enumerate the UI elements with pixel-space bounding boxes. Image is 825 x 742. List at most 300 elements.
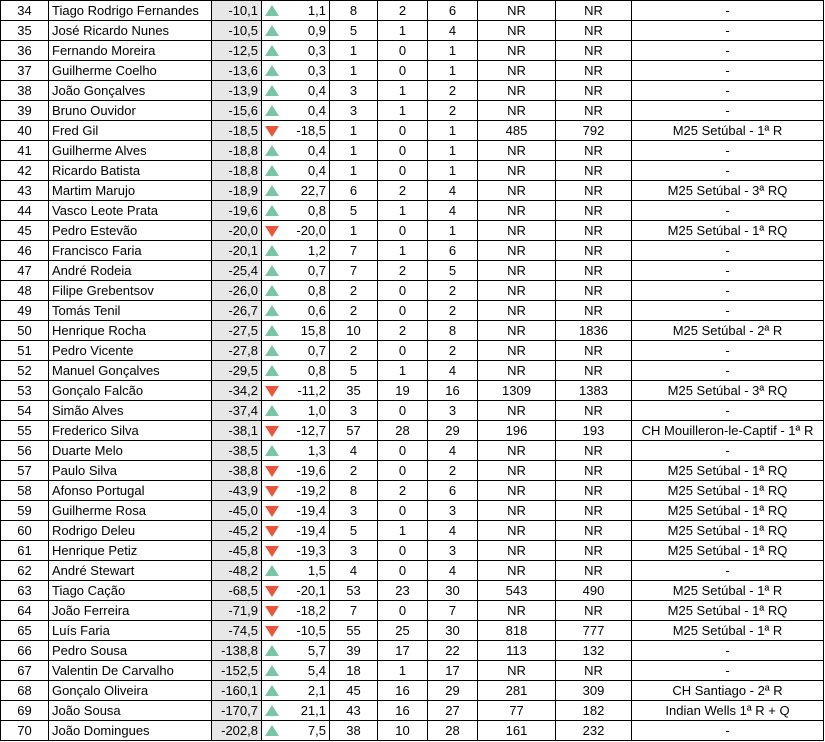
matches-cell[interactable]: 35 <box>330 381 378 401</box>
rank-cell[interactable]: 49 <box>1 301 49 321</box>
score-cell[interactable]: -152,5 <box>212 661 262 681</box>
wins-cell[interactable]: 16 <box>378 681 428 701</box>
wins-cell[interactable]: 2 <box>378 321 428 341</box>
rank-cell[interactable]: 61 <box>1 541 49 561</box>
score-cell[interactable]: -170,7 <box>212 701 262 721</box>
losses-cell[interactable]: 16 <box>428 381 478 401</box>
matches-cell[interactable]: 18 <box>330 661 378 681</box>
player-name-cell[interactable]: Bruno Ouvidor <box>49 101 212 121</box>
ranking-after-cell[interactable]: 309 <box>556 681 632 701</box>
player-name-cell[interactable]: Fernando Moreira <box>49 41 212 61</box>
player-name-cell[interactable]: Frederico Silva <box>49 421 212 441</box>
matches-cell[interactable]: 53 <box>330 581 378 601</box>
ranking-before-cell[interactable]: NR <box>478 541 556 561</box>
tournament-note-cell[interactable]: M25 Setúbal - 1ª R <box>632 581 824 601</box>
tournament-note-cell[interactable]: - <box>632 141 824 161</box>
player-name-cell[interactable]: Martim Marujo <box>49 181 212 201</box>
ranking-after-cell[interactable]: NR <box>556 401 632 421</box>
tournament-note-cell[interactable]: Indian Wells 1ª R + Q <box>632 701 824 721</box>
score-cell[interactable]: -138,8 <box>212 641 262 661</box>
score-cell[interactable]: -15,6 <box>212 101 262 121</box>
score-cell[interactable]: -26,7 <box>212 301 262 321</box>
score-cell[interactable]: -74,5 <box>212 621 262 641</box>
ranking-before-cell[interactable]: NR <box>478 161 556 181</box>
matches-cell[interactable]: 1 <box>330 161 378 181</box>
wins-cell[interactable]: 1 <box>378 241 428 261</box>
player-name-cell[interactable]: Francisco Faria <box>49 241 212 261</box>
rank-cell[interactable]: 57 <box>1 461 49 481</box>
ranking-before-cell[interactable]: NR <box>478 321 556 341</box>
tournament-note-cell[interactable]: - <box>632 641 824 661</box>
wins-cell[interactable]: 1 <box>378 21 428 41</box>
losses-cell[interactable]: 2 <box>428 81 478 101</box>
variation-cell[interactable] <box>262 701 330 721</box>
rank-cell[interactable]: 54 <box>1 401 49 421</box>
player-name-cell[interactable]: João Ferreira <box>49 601 212 621</box>
tournament-note-cell[interactable]: - <box>632 341 824 361</box>
ranking-before-cell[interactable]: 281 <box>478 681 556 701</box>
player-name-cell[interactable]: Pedro Sousa <box>49 641 212 661</box>
ranking-before-cell[interactable]: NR <box>478 141 556 161</box>
rank-cell[interactable]: 53 <box>1 381 49 401</box>
rank-cell[interactable]: 65 <box>1 621 49 641</box>
variation-cell[interactable] <box>262 681 330 701</box>
ranking-after-cell[interactable]: 792 <box>556 121 632 141</box>
tournament-note-cell[interactable]: - <box>632 401 824 421</box>
score-cell[interactable]: -18,5 <box>212 121 262 141</box>
score-cell[interactable]: -37,4 <box>212 401 262 421</box>
matches-cell[interactable]: 2 <box>330 281 378 301</box>
score-cell[interactable]: -68,5 <box>212 581 262 601</box>
ranking-before-cell[interactable]: NR <box>478 301 556 321</box>
rank-cell[interactable]: 67 <box>1 661 49 681</box>
rank-cell[interactable]: 42 <box>1 161 49 181</box>
tournament-note-cell[interactable]: CH Santiago - 2ª R <box>632 681 824 701</box>
tournament-note-cell[interactable]: CH Mouilleron-le-Captif - 1ª R <box>632 421 824 441</box>
losses-cell[interactable]: 4 <box>428 181 478 201</box>
tournament-note-cell[interactable]: - <box>632 21 824 41</box>
variation-cell[interactable] <box>262 241 330 261</box>
ranking-before-cell[interactable]: NR <box>478 21 556 41</box>
matches-cell[interactable]: 1 <box>330 61 378 81</box>
wins-cell[interactable]: 23 <box>378 581 428 601</box>
score-cell[interactable]: -18,8 <box>212 161 262 181</box>
wins-cell[interactable]: 17 <box>378 641 428 661</box>
matches-cell[interactable]: 7 <box>330 601 378 621</box>
losses-cell[interactable]: 4 <box>428 561 478 581</box>
ranking-before-cell[interactable]: NR <box>478 661 556 681</box>
matches-cell[interactable]: 55 <box>330 621 378 641</box>
player-name-cell[interactable]: André Stewart <box>49 561 212 581</box>
rank-cell[interactable]: 59 <box>1 501 49 521</box>
rank-cell[interactable]: 52 <box>1 361 49 381</box>
ranking-before-cell[interactable]: NR <box>478 41 556 61</box>
player-name-cell[interactable]: Gonçalo Oliveira <box>49 681 212 701</box>
ranking-after-cell[interactable]: NR <box>556 161 632 181</box>
variation-cell[interactable] <box>262 121 330 141</box>
ranking-before-cell[interactable]: NR <box>478 501 556 521</box>
wins-cell[interactable]: 0 <box>378 541 428 561</box>
ranking-after-cell[interactable]: NR <box>556 341 632 361</box>
ranking-before-cell[interactable]: NR <box>478 261 556 281</box>
wins-cell[interactable]: 0 <box>378 61 428 81</box>
ranking-after-cell[interactable]: NR <box>556 601 632 621</box>
losses-cell[interactable]: 8 <box>428 321 478 341</box>
ranking-after-cell[interactable]: NR <box>556 361 632 381</box>
player-name-cell[interactable]: Ricardo Batista <box>49 161 212 181</box>
variation-cell[interactable] <box>262 1 330 21</box>
matches-cell[interactable]: 38 <box>330 721 378 741</box>
score-cell[interactable]: -45,0 <box>212 501 262 521</box>
score-cell[interactable]: -10,1 <box>212 1 262 21</box>
tournament-note-cell[interactable]: M25 Setúbal - 1ª RQ <box>632 601 824 621</box>
score-cell[interactable]: -48,2 <box>212 561 262 581</box>
losses-cell[interactable]: 22 <box>428 641 478 661</box>
ranking-before-cell[interactable]: 1309 <box>478 381 556 401</box>
wins-cell[interactable]: 19 <box>378 381 428 401</box>
wins-cell[interactable]: 0 <box>378 501 428 521</box>
rank-cell[interactable]: 55 <box>1 421 49 441</box>
variation-cell[interactable] <box>262 81 330 101</box>
player-name-cell[interactable]: Pedro Estevão <box>49 221 212 241</box>
ranking-before-cell[interactable]: NR <box>478 181 556 201</box>
matches-cell[interactable]: 3 <box>330 501 378 521</box>
tournament-note-cell[interactable]: - <box>632 61 824 81</box>
tournament-note-cell[interactable]: - <box>632 261 824 281</box>
losses-cell[interactable]: 4 <box>428 521 478 541</box>
losses-cell[interactable]: 29 <box>428 681 478 701</box>
ranking-after-cell[interactable]: NR <box>556 261 632 281</box>
variation-cell[interactable] <box>262 61 330 81</box>
wins-cell[interactable]: 1 <box>378 81 428 101</box>
matches-cell[interactable]: 1 <box>330 41 378 61</box>
tournament-note-cell[interactable]: - <box>632 561 824 581</box>
ranking-before-cell[interactable]: NR <box>478 521 556 541</box>
player-name-cell[interactable]: Pedro Vicente <box>49 341 212 361</box>
variation-cell[interactable] <box>262 381 330 401</box>
variation-cell[interactable] <box>262 101 330 121</box>
score-cell[interactable]: -45,8 <box>212 541 262 561</box>
rank-cell[interactable]: 58 <box>1 481 49 501</box>
wins-cell[interactable]: 1 <box>378 661 428 681</box>
ranking-after-cell[interactable]: 1836 <box>556 321 632 341</box>
losses-cell[interactable]: 1 <box>428 61 478 81</box>
losses-cell[interactable]: 2 <box>428 281 478 301</box>
variation-cell[interactable] <box>262 461 330 481</box>
ranking-before-cell[interactable]: 485 <box>478 121 556 141</box>
rank-cell[interactable]: 60 <box>1 521 49 541</box>
player-name-cell[interactable]: Tomás Tenil <box>49 301 212 321</box>
tournament-note-cell[interactable]: M25 Setúbal - 3ª RQ <box>632 381 824 401</box>
matches-cell[interactable]: 8 <box>330 1 378 21</box>
rank-cell[interactable]: 70 <box>1 721 49 741</box>
rank-cell[interactable]: 47 <box>1 261 49 281</box>
losses-cell[interactable]: 30 <box>428 581 478 601</box>
ranking-before-cell[interactable]: 818 <box>478 621 556 641</box>
score-cell[interactable]: -202,8 <box>212 721 262 741</box>
tournament-note-cell[interactable]: - <box>632 1 824 21</box>
player-name-cell[interactable]: Vasco Leote Prata <box>49 201 212 221</box>
wins-cell[interactable]: 2 <box>378 481 428 501</box>
wins-cell[interactable]: 1 <box>378 101 428 121</box>
rank-cell[interactable]: 43 <box>1 181 49 201</box>
matches-cell[interactable]: 10 <box>330 321 378 341</box>
matches-cell[interactable]: 2 <box>330 461 378 481</box>
wins-cell[interactable]: 0 <box>378 341 428 361</box>
ranking-before-cell[interactable]: NR <box>478 281 556 301</box>
matches-cell[interactable]: 1 <box>330 221 378 241</box>
rank-cell[interactable]: 40 <box>1 121 49 141</box>
player-name-cell[interactable]: Rodrigo Deleu <box>49 521 212 541</box>
player-name-cell[interactable]: Guilherme Coelho <box>49 61 212 81</box>
variation-cell[interactable] <box>262 581 330 601</box>
player-name-cell[interactable]: Manuel Gonçalves <box>49 361 212 381</box>
losses-cell[interactable]: 27 <box>428 701 478 721</box>
wins-cell[interactable]: 1 <box>378 361 428 381</box>
tournament-note-cell[interactable]: - <box>632 161 824 181</box>
variation-cell[interactable] <box>262 481 330 501</box>
variation-cell[interactable] <box>262 421 330 441</box>
ranking-after-cell[interactable]: 193 <box>556 421 632 441</box>
wins-cell[interactable]: 2 <box>378 261 428 281</box>
losses-cell[interactable]: 6 <box>428 481 478 501</box>
score-cell[interactable]: -10,5 <box>212 21 262 41</box>
ranking-after-cell[interactable]: NR <box>556 521 632 541</box>
wins-cell[interactable]: 0 <box>378 161 428 181</box>
player-name-cell[interactable]: Guilherme Rosa <box>49 501 212 521</box>
rank-cell[interactable]: 62 <box>1 561 49 581</box>
losses-cell[interactable]: 1 <box>428 161 478 181</box>
rank-cell[interactable]: 64 <box>1 601 49 621</box>
ranking-before-cell[interactable]: 77 <box>478 701 556 721</box>
ranking-before-cell[interactable]: NR <box>478 61 556 81</box>
losses-cell[interactable]: 30 <box>428 621 478 641</box>
ranking-before-cell[interactable]: NR <box>478 341 556 361</box>
ranking-after-cell[interactable]: NR <box>556 1 632 21</box>
rank-cell[interactable]: 48 <box>1 281 49 301</box>
player-name-cell[interactable]: Fred Gil <box>49 121 212 141</box>
ranking-before-cell[interactable]: NR <box>478 441 556 461</box>
rank-cell[interactable]: 38 <box>1 81 49 101</box>
tournament-note-cell[interactable]: M25 Setúbal - 1ª R <box>632 621 824 641</box>
ranking-before-cell[interactable]: NR <box>478 481 556 501</box>
matches-cell[interactable]: 1 <box>330 121 378 141</box>
ranking-after-cell[interactable]: NR <box>556 201 632 221</box>
tournament-note-cell[interactable]: - <box>632 241 824 261</box>
player-name-cell[interactable]: João Sousa <box>49 701 212 721</box>
ranking-before-cell[interactable]: 196 <box>478 421 556 441</box>
matches-cell[interactable]: 3 <box>330 401 378 421</box>
rank-cell[interactable]: 51 <box>1 341 49 361</box>
ranking-after-cell[interactable]: NR <box>556 561 632 581</box>
ranking-before-cell[interactable]: NR <box>478 221 556 241</box>
wins-cell[interactable]: 0 <box>378 221 428 241</box>
ranking-after-cell[interactable]: 1383 <box>556 381 632 401</box>
wins-cell[interactable]: 0 <box>378 301 428 321</box>
matches-cell[interactable]: 5 <box>330 201 378 221</box>
rank-cell[interactable]: 36 <box>1 41 49 61</box>
player-name-cell[interactable]: Henrique Petiz <box>49 541 212 561</box>
ranking-after-cell[interactable]: NR <box>556 221 632 241</box>
score-cell[interactable]: -20,0 <box>212 221 262 241</box>
losses-cell[interactable]: 4 <box>428 361 478 381</box>
ranking-after-cell[interactable]: NR <box>556 481 632 501</box>
matches-cell[interactable]: 2 <box>330 341 378 361</box>
losses-cell[interactable]: 6 <box>428 1 478 21</box>
score-cell[interactable]: -38,5 <box>212 441 262 461</box>
variation-cell[interactable] <box>262 301 330 321</box>
ranking-before-cell[interactable]: NR <box>478 461 556 481</box>
tournament-note-cell[interactable]: M25 Setúbal - 1ª RQ <box>632 501 824 521</box>
wins-cell[interactable]: 0 <box>378 401 428 421</box>
matches-cell[interactable]: 6 <box>330 181 378 201</box>
losses-cell[interactable]: 6 <box>428 241 478 261</box>
tournament-note-cell[interactable]: - <box>632 281 824 301</box>
player-name-cell[interactable]: Filipe Grebentsov <box>49 281 212 301</box>
ranking-after-cell[interactable]: NR <box>556 541 632 561</box>
matches-cell[interactable]: 57 <box>330 421 378 441</box>
ranking-before-cell[interactable]: NR <box>478 81 556 101</box>
matches-cell[interactable]: 3 <box>330 541 378 561</box>
losses-cell[interactable]: 1 <box>428 141 478 161</box>
rank-cell[interactable]: 46 <box>1 241 49 261</box>
losses-cell[interactable]: 2 <box>428 101 478 121</box>
tournament-note-cell[interactable]: - <box>632 201 824 221</box>
ranking-after-cell[interactable]: 132 <box>556 641 632 661</box>
variation-cell[interactable] <box>262 661 330 681</box>
player-name-cell[interactable]: Guilherme Alves <box>49 141 212 161</box>
tournament-note-cell[interactable]: M25 Setúbal - 2ª R <box>632 321 824 341</box>
wins-cell[interactable]: 0 <box>378 561 428 581</box>
rank-cell[interactable]: 39 <box>1 101 49 121</box>
wins-cell[interactable]: 10 <box>378 721 428 741</box>
rank-cell[interactable]: 63 <box>1 581 49 601</box>
losses-cell[interactable]: 1 <box>428 221 478 241</box>
losses-cell[interactable]: 4 <box>428 201 478 221</box>
ranking-after-cell[interactable]: NR <box>556 41 632 61</box>
score-cell[interactable]: -43,9 <box>212 481 262 501</box>
losses-cell[interactable]: 1 <box>428 121 478 141</box>
losses-cell[interactable]: 2 <box>428 461 478 481</box>
score-cell[interactable]: -29,5 <box>212 361 262 381</box>
matches-cell[interactable]: 7 <box>330 241 378 261</box>
variation-cell[interactable] <box>262 221 330 241</box>
variation-cell[interactable] <box>262 621 330 641</box>
losses-cell[interactable]: 1 <box>428 41 478 61</box>
ranking-after-cell[interactable]: 777 <box>556 621 632 641</box>
variation-cell[interactable] <box>262 721 330 741</box>
rank-cell[interactable]: 68 <box>1 681 49 701</box>
score-cell[interactable]: -18,8 <box>212 141 262 161</box>
rank-cell[interactable]: 66 <box>1 641 49 661</box>
tournament-note-cell[interactable]: M25 Setúbal - 1ª R <box>632 121 824 141</box>
matches-cell[interactable]: 5 <box>330 521 378 541</box>
variation-cell[interactable] <box>262 41 330 61</box>
player-name-cell[interactable]: Afonso Portugal <box>49 481 212 501</box>
matches-cell[interactable]: 8 <box>330 481 378 501</box>
matches-cell[interactable]: 2 <box>330 301 378 321</box>
variation-cell[interactable] <box>262 441 330 461</box>
wins-cell[interactable]: 0 <box>378 601 428 621</box>
player-name-cell[interactable]: Tiago Cação <box>49 581 212 601</box>
score-cell[interactable]: -45,2 <box>212 521 262 541</box>
losses-cell[interactable]: 2 <box>428 301 478 321</box>
tournament-note-cell[interactable]: M25 Setúbal - 1ª RQ <box>632 541 824 561</box>
rank-cell[interactable]: 45 <box>1 221 49 241</box>
tournament-note-cell[interactable]: - <box>632 661 824 681</box>
losses-cell[interactable]: 3 <box>428 501 478 521</box>
player-name-cell[interactable]: Luís Faria <box>49 621 212 641</box>
losses-cell[interactable]: 3 <box>428 541 478 561</box>
player-name-cell[interactable]: Henrique Rocha <box>49 321 212 341</box>
matches-cell[interactable]: 3 <box>330 101 378 121</box>
matches-cell[interactable]: 45 <box>330 681 378 701</box>
score-cell[interactable]: -34,2 <box>212 381 262 401</box>
wins-cell[interactable]: 2 <box>378 181 428 201</box>
variation-cell[interactable] <box>262 501 330 521</box>
rank-cell[interactable]: 44 <box>1 201 49 221</box>
score-cell[interactable]: -38,1 <box>212 421 262 441</box>
variation-cell[interactable] <box>262 641 330 661</box>
variation-cell[interactable] <box>262 341 330 361</box>
ranking-after-cell[interactable]: NR <box>556 441 632 461</box>
matches-cell[interactable]: 4 <box>330 441 378 461</box>
losses-cell[interactable]: 17 <box>428 661 478 681</box>
ranking-after-cell[interactable]: NR <box>556 301 632 321</box>
wins-cell[interactable]: 2 <box>378 1 428 21</box>
score-cell[interactable]: -27,5 <box>212 321 262 341</box>
ranking-after-cell[interactable]: NR <box>556 81 632 101</box>
ranking-after-cell[interactable]: 232 <box>556 721 632 741</box>
score-cell[interactable]: -38,8 <box>212 461 262 481</box>
variation-cell[interactable] <box>262 281 330 301</box>
losses-cell[interactable]: 7 <box>428 601 478 621</box>
score-cell[interactable]: -25,4 <box>212 261 262 281</box>
variation-cell[interactable] <box>262 181 330 201</box>
rank-cell[interactable]: 34 <box>1 1 49 21</box>
ranking-before-cell[interactable]: NR <box>478 561 556 581</box>
matches-cell[interactable]: 3 <box>330 81 378 101</box>
tournament-note-cell[interactable]: - <box>632 361 824 381</box>
player-name-cell[interactable]: José Ricardo Nunes <box>49 21 212 41</box>
ranking-after-cell[interactable]: NR <box>556 101 632 121</box>
matches-cell[interactable]: 1 <box>330 141 378 161</box>
losses-cell[interactable]: 3 <box>428 401 478 421</box>
rank-cell[interactable]: 56 <box>1 441 49 461</box>
matches-cell[interactable]: 7 <box>330 261 378 281</box>
variation-cell[interactable] <box>262 161 330 181</box>
tournament-note-cell[interactable]: - <box>632 41 824 61</box>
ranking-after-cell[interactable]: 490 <box>556 581 632 601</box>
variation-cell[interactable] <box>262 261 330 281</box>
tournament-note-cell[interactable]: M25 Setúbal - 1ª RQ <box>632 521 824 541</box>
matches-cell[interactable]: 39 <box>330 641 378 661</box>
ranking-before-cell[interactable]: 161 <box>478 721 556 741</box>
matches-cell[interactable]: 4 <box>330 561 378 581</box>
player-name-cell[interactable]: Tiago Rodrigo Fernandes <box>49 1 212 21</box>
variation-cell[interactable] <box>262 21 330 41</box>
variation-cell[interactable] <box>262 401 330 421</box>
rank-cell[interactable]: 37 <box>1 61 49 81</box>
ranking-before-cell[interactable]: NR <box>478 241 556 261</box>
losses-cell[interactable]: 4 <box>428 21 478 41</box>
wins-cell[interactable]: 28 <box>378 421 428 441</box>
variation-cell[interactable] <box>262 361 330 381</box>
ranking-before-cell[interactable]: NR <box>478 401 556 421</box>
tournament-note-cell[interactable]: M25 Setúbal - 1ª RQ <box>632 481 824 501</box>
ranking-after-cell[interactable]: 182 <box>556 701 632 721</box>
variation-cell[interactable] <box>262 521 330 541</box>
